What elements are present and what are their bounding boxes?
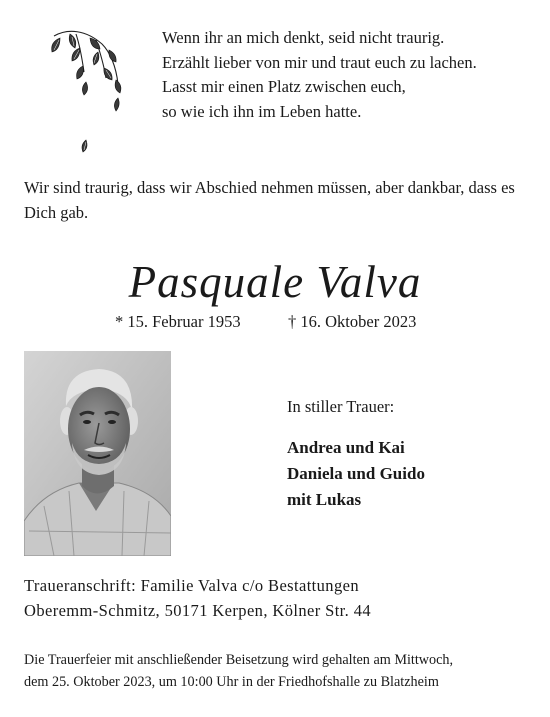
funeral-info (24, 650, 534, 693)
intro-text: Wir sind traurig, dass wir Abschied nehmen müssen, aber dankbar, dass es Dich gab. (24, 178, 515, 222)
poem (162, 26, 532, 124)
mourner-name: mit Lukas (287, 490, 362, 509)
mourning-address (24, 573, 371, 623)
deceased-name: Pasquale Valva (128, 257, 422, 307)
portrait-icon (24, 351, 171, 556)
mourners-list (287, 435, 425, 513)
portrait-photo (24, 351, 171, 556)
death-date: † 16. Oktober 2023 (288, 312, 417, 331)
funeral-line: Die Trauerfeier mit anschließender Beisetzung wird gehalten am Mittwoch, (24, 652, 454, 668)
mourner-name: Daniela und Guido (287, 464, 425, 483)
address-line: Oberemm-Schmitz, 50171 Kerpen, Kölner Str. 44 (24, 601, 372, 620)
address-line: Traueranschrift: Familie Valva c/o Bestattungen (24, 576, 359, 595)
funeral-line: dem 25. Oktober 2023, um 10:00 Uhr in der Friedhofshalle zu Blatzheim (24, 673, 439, 690)
poem-line: Lasst mir einen Platz zwischen euch, (162, 77, 406, 96)
poem-line: Erzählt lieber von mir und traut euch zu lachen. (162, 52, 477, 72)
mourner-name: Andrea und Kai (287, 438, 405, 457)
poem-line: Wenn ihr an mich denkt, seid nicht traurig. (162, 28, 445, 47)
poem-line: so wie ich ihn im Leben hatte. (162, 101, 362, 121)
mourning-intro: In stiller Trauer: (287, 397, 395, 416)
falling-leaves-branch-icon (46, 22, 136, 157)
birth-date: * 15. Februar 1953 (115, 312, 241, 331)
